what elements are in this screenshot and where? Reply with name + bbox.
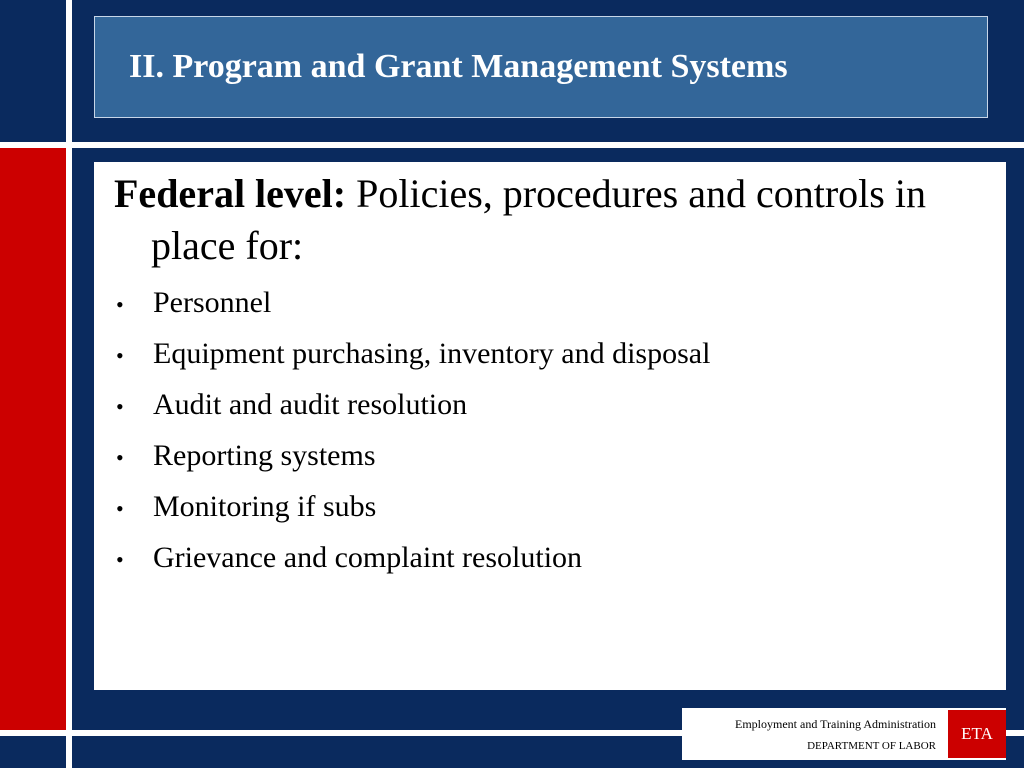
list-item-text: Monitoring if subs: [153, 490, 377, 523]
footer-agency: Employment and Training Administration: [735, 717, 936, 731]
bullet-list: [114, 278, 986, 584]
divider-vertical: [66, 0, 72, 768]
footer-department: DEPARTMENT OF LABOR: [807, 740, 936, 752]
title-banner: [94, 16, 988, 118]
list-item: [114, 329, 986, 380]
bullet-icon: •: [116, 343, 124, 368]
bullet-icon: •: [116, 292, 124, 317]
list-item: [114, 278, 986, 329]
content-panel: [94, 162, 1006, 690]
list-item-text: Equipment purchasing, inventory and disposal: [153, 337, 711, 370]
list-item: [114, 380, 986, 431]
bullet-icon: •: [116, 547, 124, 572]
list-item-text: Audit and audit resolution: [153, 388, 468, 421]
bullet-icon: •: [116, 445, 124, 470]
red-accent-bar: [0, 148, 66, 730]
eta-badge: ETA: [948, 710, 1006, 758]
list-item-text: Grievance and complaint resolution: [153, 541, 583, 574]
bullet-icon: •: [116, 394, 124, 419]
slide-title: II. Program and Grant Management Systems: [129, 48, 788, 85]
list-item: [114, 482, 986, 533]
lead-paragraph: [114, 168, 986, 272]
lead-text: Policies, procedures and controls in place for:: [151, 171, 926, 268]
list-item-text: Personnel: [153, 286, 272, 319]
list-item: [114, 431, 986, 482]
bullet-icon: •: [116, 496, 124, 521]
divider-top: [0, 142, 1024, 148]
list-item-text: Reporting systems: [153, 439, 376, 472]
lead-bold: Federal level:: [114, 171, 347, 216]
list-item: [114, 533, 986, 584]
